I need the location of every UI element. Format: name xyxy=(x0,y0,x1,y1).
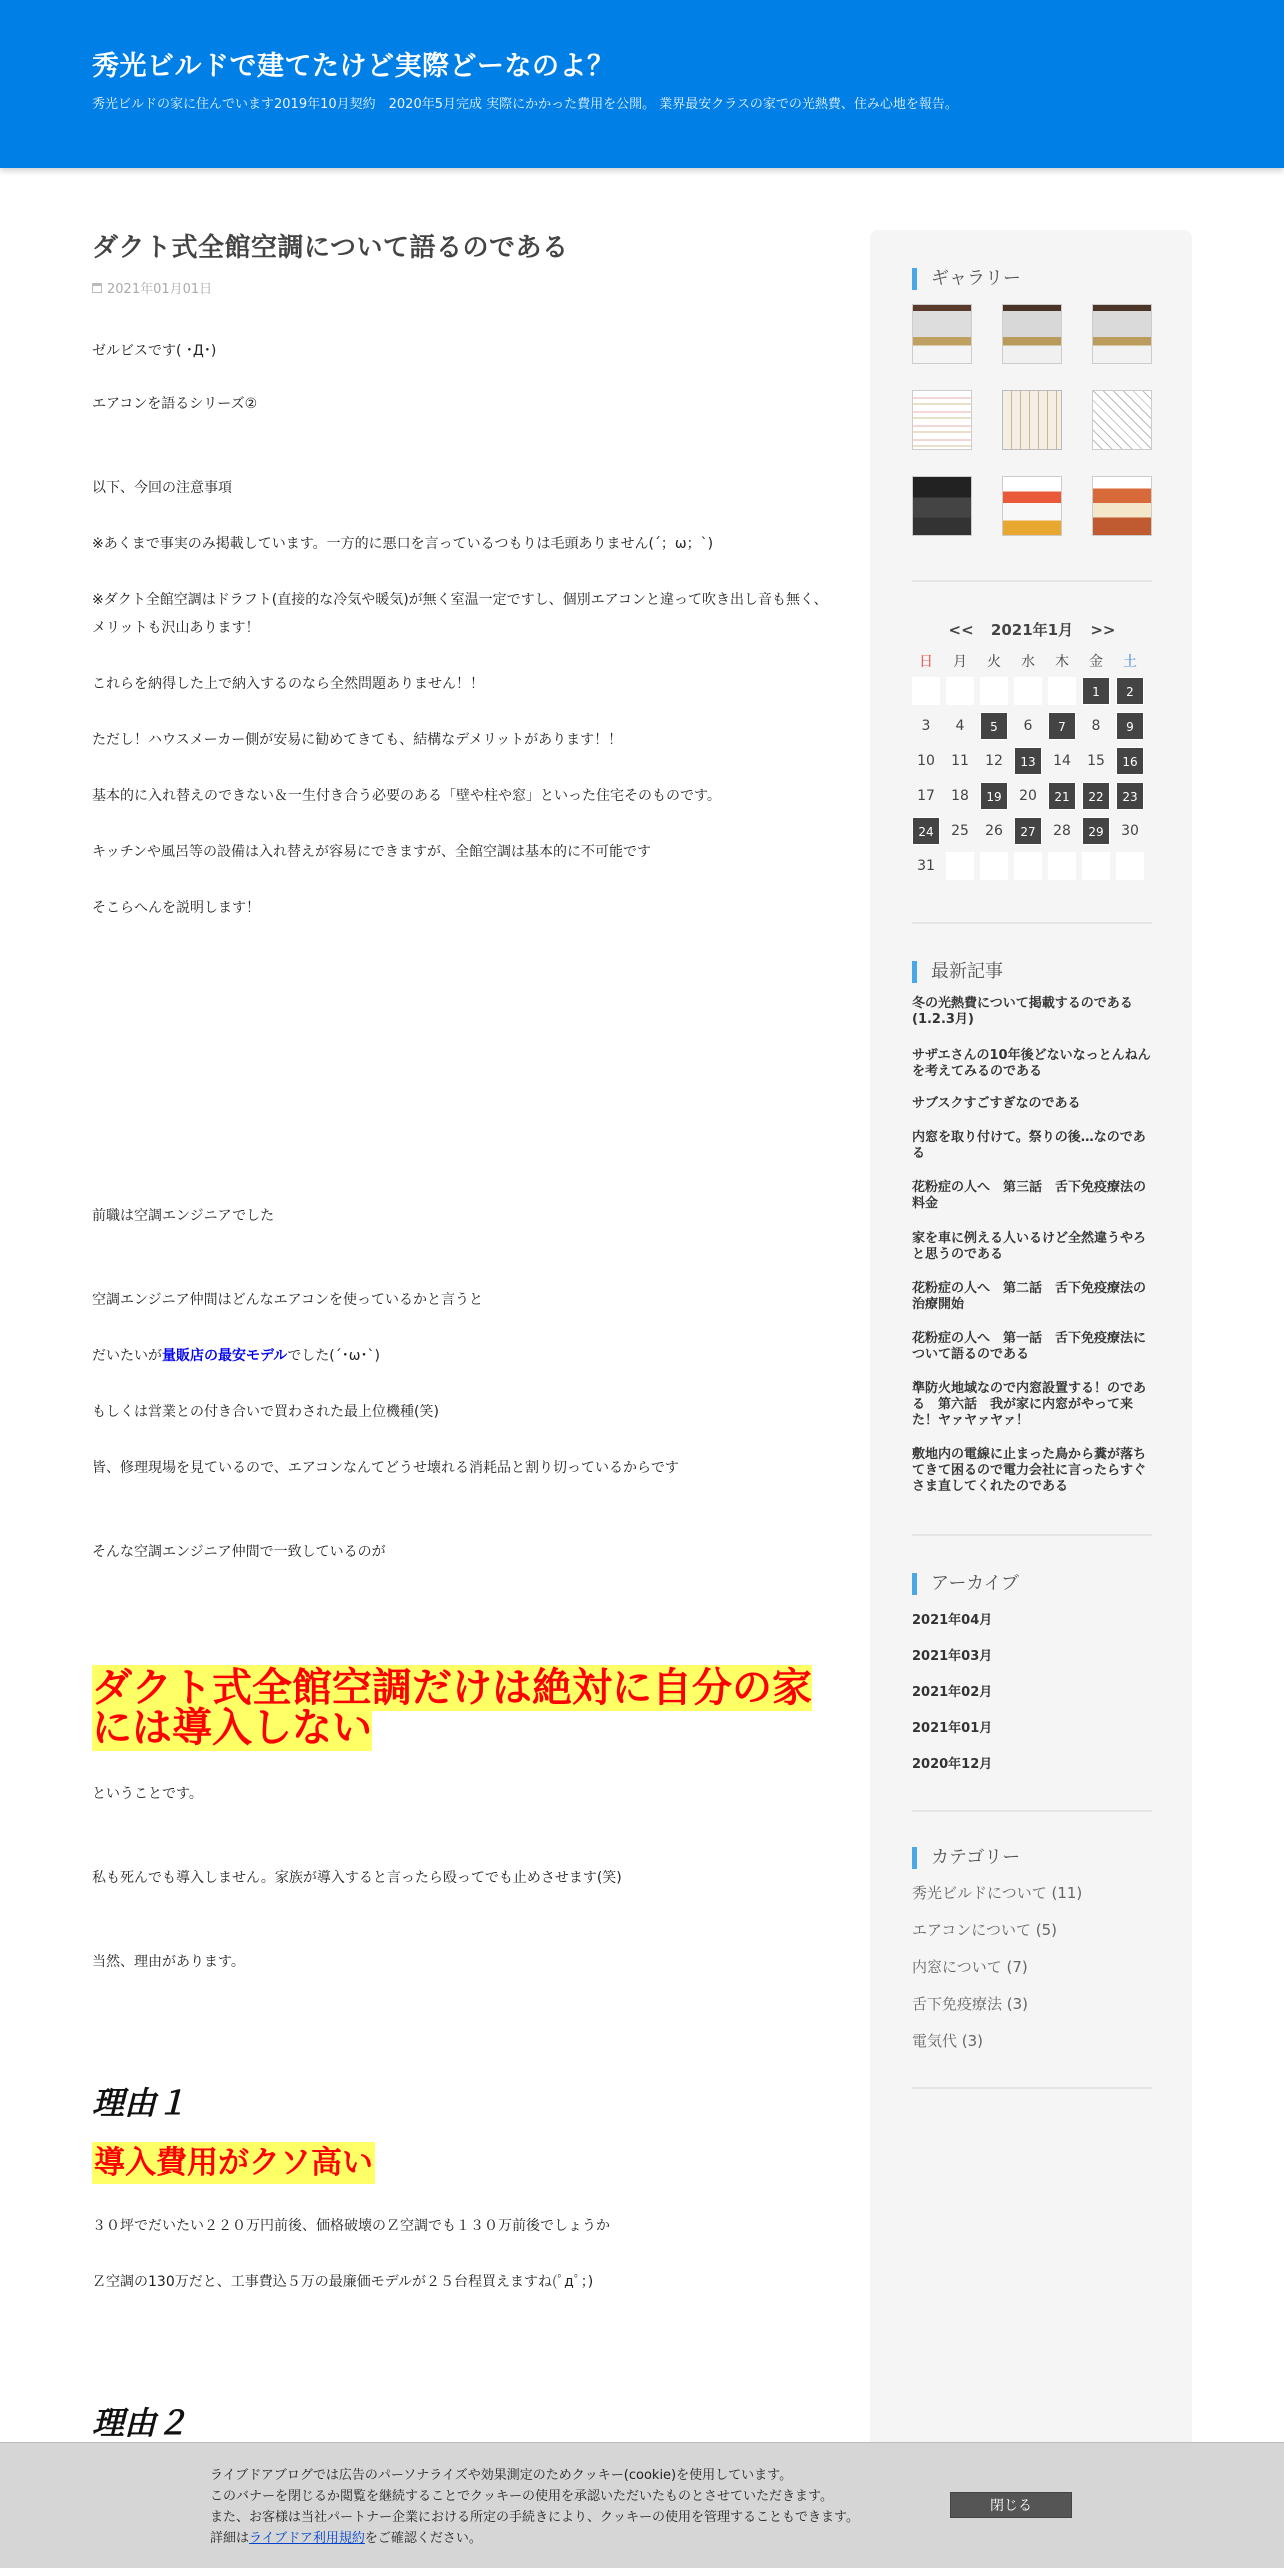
category-link[interactable]: 舌下免疫療法 (3) xyxy=(912,1995,1029,2013)
calendar-weekday: 木 xyxy=(1055,654,1069,670)
article-paragraph: これらを納得した上で納入するのなら全然問題ありません！！ xyxy=(92,676,484,692)
calendar-day: 12 xyxy=(985,753,1003,769)
calendar-weekday: 金 xyxy=(1089,654,1103,670)
article-paragraph-with-link xyxy=(92,1342,832,1370)
calendar-day-post-link[interactable]: 29 xyxy=(1082,817,1110,845)
inline-link[interactable]: 量販店の最安モデル xyxy=(162,1348,288,1364)
calendar-empty-cell xyxy=(1014,677,1042,705)
recent-post-link[interactable]: 内窓を取り付けて。祭りの後…なのである xyxy=(912,1130,1146,1161)
calendar-day: 30 xyxy=(1121,823,1139,839)
cookie-line xyxy=(210,2528,859,2549)
article-paragraph: 皆、修理現場を見ているので、エアコンなんてどうせ壊れる消耗品と割り切っているからです xyxy=(92,1460,679,1476)
calendar-next-link[interactable]: >> xyxy=(1090,621,1116,639)
calendar-day: 25 xyxy=(951,823,969,839)
calendar-day: 26 xyxy=(985,823,1003,839)
reason-2-heading: 理由２ xyxy=(92,2404,189,2442)
calendar-day-post-link[interactable]: 27 xyxy=(1014,817,1042,845)
calendar-day: 6 xyxy=(1023,718,1033,734)
highlighted-statement-text: ダクト式全館空調だけは絶対に自分の家には導入しない xyxy=(92,1665,812,1751)
article-paragraph: もしくは営業との付き合いで買わされた最上位機種(笑) xyxy=(92,1404,439,1420)
article-paragraph: 私も死んでも導入しません。家族が導入すると言ったら殴ってでも止めさせます(笑) xyxy=(92,1870,622,1886)
cookie-line: ライブドアブログでは広告のパーソナライズや効果測定のためクッキー(cookie)を使用しています。 xyxy=(210,2468,793,2483)
calendar-empty-cell xyxy=(946,677,974,705)
calendar-day: 3 xyxy=(921,718,931,734)
category-link[interactable]: 内窓について (7) xyxy=(912,1958,1028,1976)
calendar-empty-cell xyxy=(1048,852,1076,880)
calendar-empty-cell xyxy=(912,677,940,705)
reason-1-subheading: 導入費用がクソ高い xyxy=(92,2142,375,2184)
archive-link[interactable]: 2021年02月 xyxy=(912,1685,993,1700)
category-link[interactable]: 電気代 (3) xyxy=(912,2032,984,2050)
recent-post-link[interactable]: サブスクすごすぎなのである xyxy=(912,1096,1081,1111)
calendar-weekday: 土 xyxy=(1123,654,1137,670)
calendar-empty-cell xyxy=(1014,852,1042,880)
terms-link[interactable]: ライブドア利用規約 xyxy=(249,2531,365,2546)
article-paragraph: Ｚ空調の130万だと、工事費込５万の最廉価モデルが２５台程買えますね(ﾟдﾟ；) xyxy=(92,2274,594,2290)
calendar-weekday: 日 xyxy=(919,654,933,670)
calendar-header xyxy=(912,619,1152,640)
gallery-thumbnail[interactable] xyxy=(1002,390,1062,450)
recent-post-link[interactable]: 準防火地域なので内窓設置する！のである 第六話 我が家に内窓がやって来た！ヤァヤァヤァ！ xyxy=(912,1381,1147,1428)
calendar-day-post-link[interactable]: 5 xyxy=(980,712,1008,740)
recent-post-link[interactable]: サザエさんの10年後どないなっとんねんを考えてみるのである xyxy=(912,1048,1151,1079)
gallery-thumbnail[interactable] xyxy=(1092,390,1152,450)
article-paragraph: ということです。 xyxy=(92,1786,203,1802)
calendar-empty-cell xyxy=(980,677,1008,705)
calendar-day-post-link[interactable]: 24 xyxy=(912,817,940,845)
calendar-empty-cell xyxy=(1116,852,1144,880)
calendar-empty-cell xyxy=(946,852,974,880)
calendar-weekday: 月 xyxy=(953,654,967,670)
gallery-thumbnail[interactable] xyxy=(912,304,972,364)
recent-post-link[interactable]: 花粉症の人へ 第一話 舌下免疫療法について語るのである xyxy=(912,1331,1147,1362)
article-header xyxy=(92,230,832,297)
cookie-close-button[interactable]: 閉じる xyxy=(950,2492,1072,2518)
article-date-text: 2021年01月01日 xyxy=(107,282,213,297)
text-before-link: だいたいが xyxy=(92,1348,162,1364)
category-link[interactable]: 秀光ビルドについて (11) xyxy=(912,1884,1083,1902)
gallery-thumbnail[interactable] xyxy=(912,390,972,450)
calendar-day: 11 xyxy=(951,753,969,769)
archive-link[interactable]: 2021年04月 xyxy=(912,1613,993,1628)
calendar-day-post-link[interactable]: 22 xyxy=(1082,782,1110,810)
calendar-day: 28 xyxy=(1053,823,1071,839)
calendar-day-post-link[interactable]: 1 xyxy=(1082,677,1110,705)
calendar-day-post-link[interactable]: 13 xyxy=(1014,747,1042,775)
article-paragraph: そこらへんを説明します！ xyxy=(92,900,260,916)
sidebar xyxy=(870,230,1192,2568)
recent-post-link[interactable]: 家を車に例える人いるけど全然違うやろと思うのである xyxy=(912,1231,1147,1262)
calendar-icon xyxy=(92,283,102,293)
highlighted-statement xyxy=(92,1665,832,1751)
article-paragraph: ※あくまで事実のみ掲載しています。一方的に悪口を言っているつもりは毛頭ありません(´；ω；`) xyxy=(92,536,714,552)
calendar-day-post-link[interactable]: 19 xyxy=(980,782,1008,810)
category-title: カテゴリー xyxy=(912,1847,1020,1869)
calendar-day-post-link[interactable]: 16 xyxy=(1116,747,1144,775)
cookie-banner xyxy=(0,2442,1284,2568)
article-paragraph: エアコンを語るシリーズ② xyxy=(92,396,258,412)
calendar-day: 17 xyxy=(917,788,935,804)
recent-post-link[interactable]: 花粉症の人へ 第三話 舌下免疫療法の料金 xyxy=(912,1180,1147,1211)
article-paragraph: そんな空調エンジニア仲間で一致しているのが xyxy=(92,1544,386,1560)
divider xyxy=(912,2087,1152,2089)
recent-post-link[interactable]: 冬の光熱費について掲載するのである(1.2.3月) xyxy=(912,996,1133,1027)
recent-post-link[interactable]: 花粉症の人へ 第二話 舌下免疫療法の治療開始 xyxy=(912,1281,1147,1312)
gallery-thumbnail[interactable] xyxy=(912,476,972,536)
recent-post-link[interactable]: 敷地内の電線に止まった鳥から糞が落ちてきて困るので電力会社に言ったらすぐさま直してくれたのである xyxy=(912,1447,1147,1494)
article-paragraph: ※ダクト全館空調はドラフト(直接的な冷気や暖気)が無く室温一定ですし、個別エアコンと違って吹き出し音も無く、メリットも沢山あります！ xyxy=(92,592,828,636)
calendar-empty-cell xyxy=(1048,677,1076,705)
divider xyxy=(912,1534,1152,1536)
calendar-weekday: 水 xyxy=(1021,654,1035,670)
calendar-day: 18 xyxy=(951,788,969,804)
article-paragraph: 前職は空調エンジニアでした xyxy=(92,1208,275,1224)
site-title[interactable]: 秀光ビルドで建てたけど実際どーなのよ？ xyxy=(92,51,615,82)
gallery-thumbnail[interactable] xyxy=(1002,304,1062,364)
calendar-day-post-link[interactable]: 2 xyxy=(1116,677,1144,705)
calendar-empty-cell xyxy=(980,852,1008,880)
calendar-month: 2021年1月 xyxy=(990,621,1074,639)
site-description: 秀光ビルドの家に住んでいます2019年10月契約 2020年5月完成 実際にかかった費用を公開。 業界最安クラスの家での光熱費、住み心地を報告。 xyxy=(92,97,958,112)
cookie-line: このバナーを閉じるか閲覧を継続することでクッキーの使用を承認いただいたものとさせていただきます。 xyxy=(210,2489,833,2504)
cookie-text-after-link: をご確認ください。 xyxy=(364,2531,482,2546)
cookie-text-before-link: 詳細は xyxy=(210,2531,250,2546)
archive-link[interactable]: 2021年01月 xyxy=(912,1721,993,1736)
article-paragraph: 空調エンジニア仲間はどんなエアコンを使っているかと言うと xyxy=(92,1292,483,1308)
calendar-day: 15 xyxy=(1087,753,1105,769)
calendar-prev-link[interactable]: << xyxy=(948,621,974,639)
gallery-thumbnail[interactable] xyxy=(1002,476,1062,536)
site-header xyxy=(0,0,1284,168)
archive-link[interactable]: 2021年03月 xyxy=(912,1649,993,1664)
article-title: ダクト式全館空調について語るのである xyxy=(92,233,569,263)
gallery-title: ギャラリー xyxy=(912,268,1021,290)
calendar-day-post-link[interactable]: 7 xyxy=(1048,712,1076,740)
calendar-day-post-link[interactable]: 21 xyxy=(1048,782,1076,810)
gallery-thumbnail[interactable] xyxy=(1092,476,1152,536)
category-link[interactable]: エアコンについて (5) xyxy=(912,1921,1057,1939)
article-paragraph: ゼルビスです( ･Д･) xyxy=(92,343,217,359)
recent-posts-title: 最新記事 xyxy=(912,961,1003,983)
article-paragraph: 基本的に入れ替えのできない＆一生付き合う必要のある「壁や柱や窓」といった住宅そのものです。 xyxy=(92,788,721,804)
article-paragraph: ただし！ハウスメーカー側が安易に勧めてきても、結構なデメリットがあります！！ xyxy=(92,732,623,748)
reason-1-heading: 理由１ xyxy=(92,2084,189,2122)
calendar-day: 10 xyxy=(917,753,935,769)
article-paragraph: キッチンや風呂等の設備は入れ替えが容易にできますが、全館空調は基本的に不可能です xyxy=(92,844,652,860)
archive-link[interactable]: 2020年12月 xyxy=(912,1757,993,1772)
divider xyxy=(912,580,1152,582)
calendar-day: 31 xyxy=(917,858,935,874)
archive-title: アーカイブ xyxy=(912,1573,1019,1595)
article-paragraph: 当然、理由があります。 xyxy=(92,1954,245,1970)
calendar-day: 4 xyxy=(955,718,965,734)
calendar-day-post-link[interactable]: 9 xyxy=(1116,712,1144,740)
calendar-day-post-link[interactable]: 23 xyxy=(1116,782,1144,810)
cookie-line: また、お客様は当社パートナー企業における所定の手続きにより、クッキーの使用を管理することもできます。 xyxy=(210,2510,859,2525)
article-paragraph: 以下、今回の注意事項 xyxy=(92,480,232,496)
article-paragraph: ３０坪でだいたい２２０万円前後、価格破壊のＺ空調でも１３０万前後でしょうか xyxy=(92,2218,610,2234)
gallery-thumbnail[interactable] xyxy=(1092,304,1152,364)
calendar-empty-cell xyxy=(1082,852,1110,880)
divider xyxy=(912,922,1152,924)
calendar-day: 20 xyxy=(1019,788,1037,804)
text-after-link: でした(´･ω･`) xyxy=(287,1348,380,1364)
calendar-weekday: 火 xyxy=(987,654,1001,670)
cookie-notice xyxy=(210,2465,859,2549)
article-date xyxy=(92,278,832,297)
divider xyxy=(912,1810,1152,1812)
calendar-day: 14 xyxy=(1053,753,1071,769)
calendar-day: 8 xyxy=(1091,718,1101,734)
